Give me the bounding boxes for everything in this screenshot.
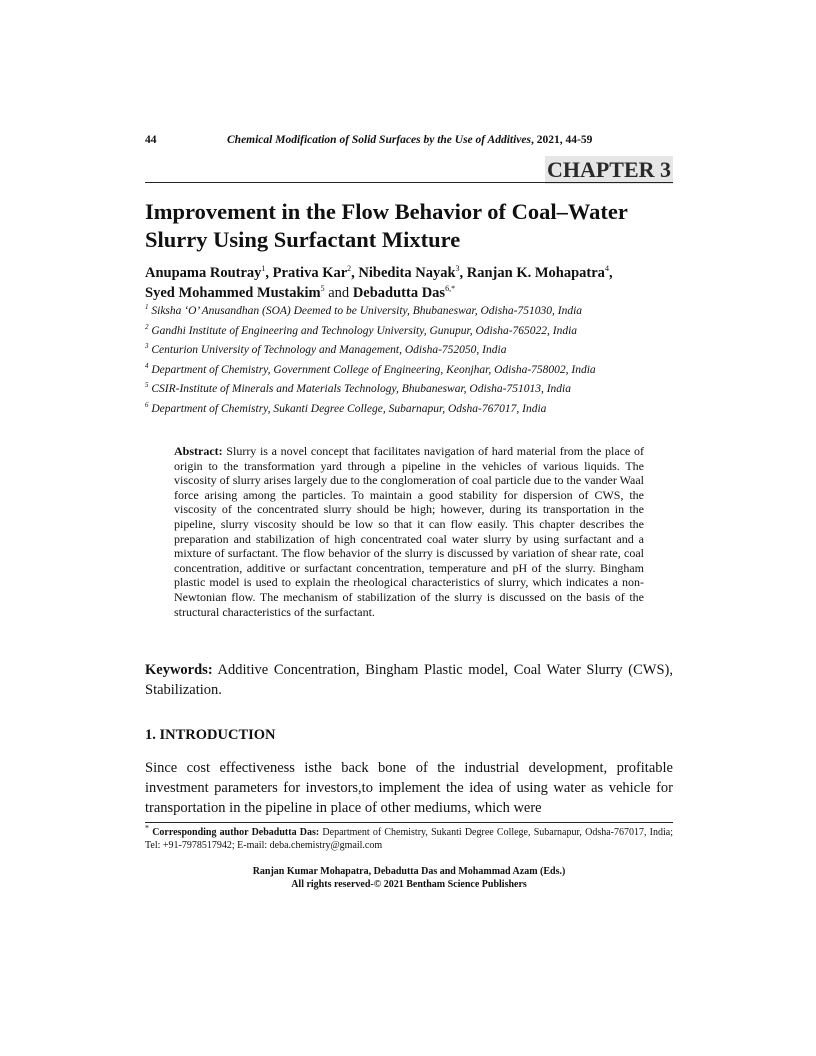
keywords-label: Keywords: [145,662,213,678]
journal-title: Chemical Modification of Solid Surfaces by the Use of Additives, 2021, 44-59 [227,134,593,146]
rights-line: All rights reserved-© 2021 Bentham Science Publishers [291,878,527,890]
abstract-text: Slurry is a novel concept that facilitates navigation of hard material from the place of origin to the transformation yard through a pipeline in the vehicles of various liquids. The viscosity of slurry arises largely due to the conglomeration of coal particle due to the vander Waal force arising among the particles. To maintain a good stability for dispersion of CWS, the viscosity of the concentrated slurry should be high; however, during its transportation in the pipeline, slurry viscosity should be low so that it can flow easily. This chapter describes the preparation and stabilization of high concentrated coal water slurry by using surfactant and a mixture of surfactant. The flow behavior of the slurry is discussed by variation of shear rate, coal concentration, additive or surfactant concentration, temperature and pH of the slurry. Bingham plastic model is used to explain the rheological characteristics of slurry, which indicates a non-Newtonian flow. The mechanism of stabilization of the slurry is discussed on the basis of the structural characteristics of the surfactant. [174,444,644,619]
page-number: 44 [145,134,157,146]
corresponding-author-footnote: * Corresponding author Debadutta Das: Department of Chemistry, Sukanti Degree College, Subarnapur, Odsha-767017, India; Tel: +91-7978517942; E-mail: deba.chemistry@gmail.com [145,823,673,852]
abstract-label: Abstract: [174,444,223,458]
affiliation-item: $^6$ Department of Chemistry, Sukanti Degree College, Subarnapur, Odsha-767017, India [145,401,547,415]
section-heading: 1. INTRODUCTION [145,727,276,743]
affiliation-item: $^5$ CSIR-Institute of Minerals and Materials Technology, Bhubaneswar, Odisha-751013, India [145,381,572,396]
abstract [174,444,644,619]
publisher-footer [145,866,673,891]
affiliation-item: $^3$ Centurion University of Technology and Management, Odisha-752050, India [145,342,507,357]
editors-line: Ranjan Kumar Mohapatra, Debadutta Das and Mohammad Azam (Eds.) [252,866,566,877]
author-line-1: Anupama Routray$^1$, Prativa Kar$^2$, Nibedita Nayak$^3$, Ranjan K. Mohapatra$^4$, [145,264,613,281]
affiliation-item: $^4$ Department of Chemistry, Government College of Engineering, Keonjhar, Odisha-758002, India [145,361,596,376]
keywords [145,660,673,700]
author-list [145,263,675,303]
chapter-label: CHAPTER 3 [546,157,671,182]
footnote-rule [145,822,673,823]
affiliations [145,302,685,420]
keywords-text: Additive Concentration, Bingham Plastic model, Coal Water Slurry (CWS), Stabilization. [145,662,673,698]
header-rule [145,182,673,183]
author-line-2: Syed Mohammed Mustakim$^5$ and Debadutta Das$^{6,*}$ [145,284,456,301]
introduction-paragraph: Since cost effectiveness isthe back bone of the industrial development, profitable investment parameters for investors,to implement the idea of using water as vehicle for transportation in the pipeline in place of other mediums, which were [145,760,673,816]
affiliation-item: $^1$ Siksha ‘O’ Anusandhan (SOA) Deemed to be University, Bhubaneswar, Odisha-751030, India [145,303,583,317]
affiliation-item: $^2$ Gandhi Institute of Engineering and Technology University, Gunupur, Odisha-765022, India [145,322,578,337]
article-title: Improvement in the Flow Behavior of Coal–Water Slurry Using Surfactant Mixture [145,199,628,252]
